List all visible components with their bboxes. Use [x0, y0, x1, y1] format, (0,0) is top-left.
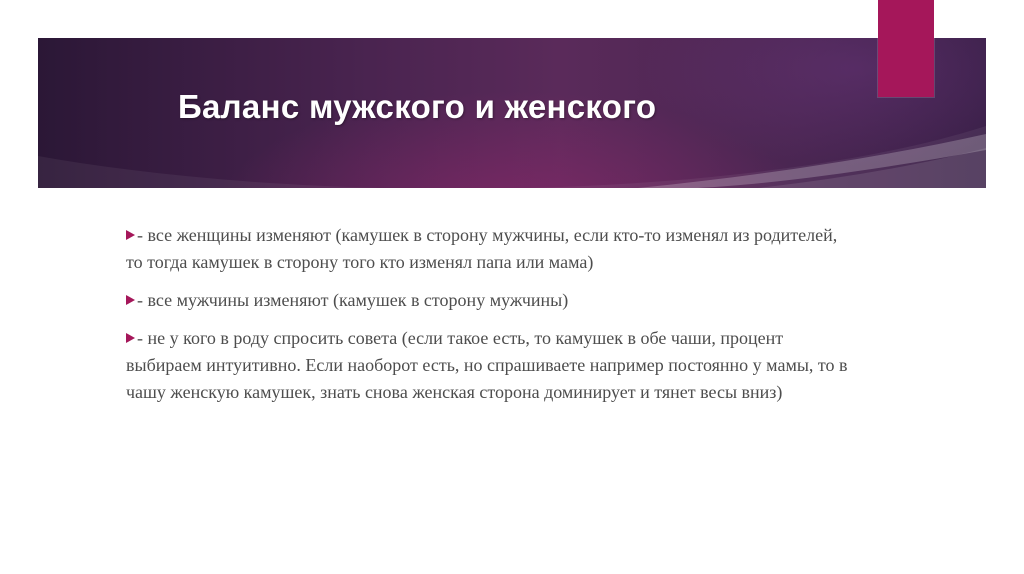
triangle-bullet-icon: [126, 295, 135, 305]
bullet-list: [126, 222, 856, 417]
bullet-text: - все мужчины изменяют (камушек в сторону мужчины): [137, 290, 569, 310]
slide-title: Баланс мужского и женского: [178, 88, 657, 125]
bullet-text: - не у кого в роду спросить совета (если такое есть, то камушек в обе чаши, процент выбираем интуитивно. Если наоборот есть, но спрашиваете например постоянно у мамы, то в чашу женскую камушек, знать снова женская сторона доминирует и тянет весы вниз): [126, 328, 848, 402]
accent-tab: [878, 0, 934, 97]
list-item: [126, 222, 856, 276]
triangle-bullet-icon: [126, 230, 135, 240]
triangle-bullet-icon: [126, 333, 135, 343]
bullet-text: - все женщины изменяют (камушек в сторону мужчины, если кто-то изменял из родителей, то тогда камушек в сторону того кто изменял папа или мама): [126, 225, 838, 272]
list-item: [126, 325, 856, 406]
title-banner: [38, 38, 986, 188]
list-item: [126, 287, 856, 314]
